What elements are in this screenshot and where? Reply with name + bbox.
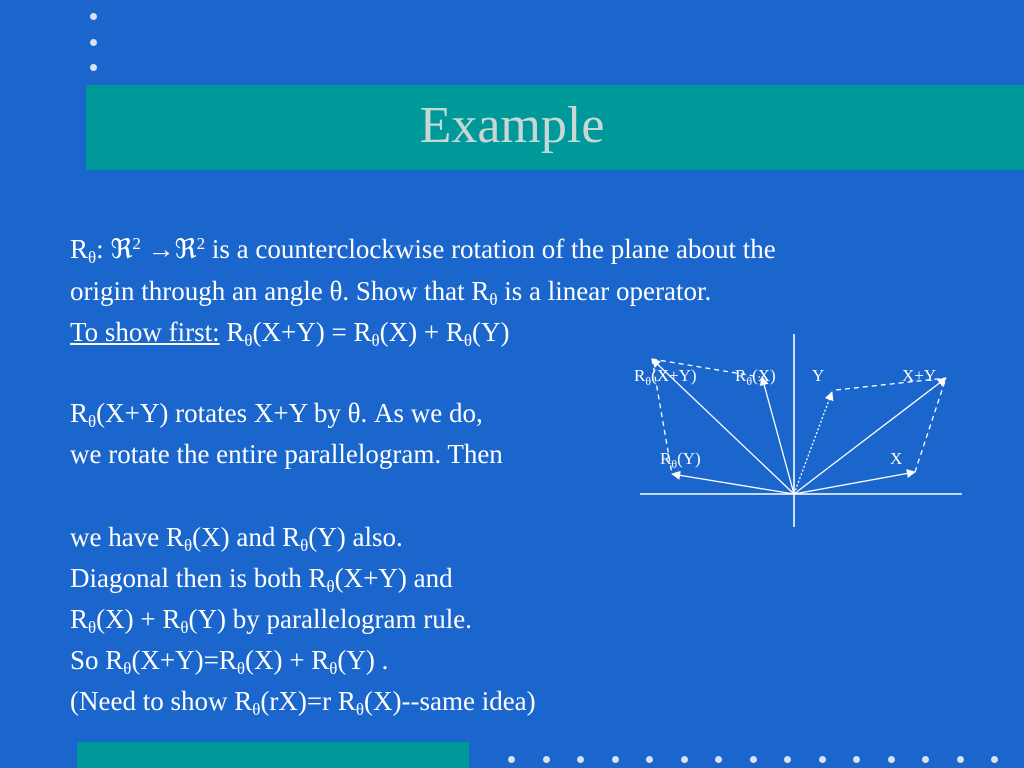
text-run: (Need to show R: [70, 686, 253, 716]
text-run: is a linear operator.: [497, 276, 712, 306]
text-run: we have R: [70, 522, 184, 552]
text-run: :: [96, 234, 111, 264]
subscript: θ: [88, 412, 97, 431]
text-run: R: [70, 604, 89, 634]
text-run: ℜ: [174, 234, 197, 264]
superscript: 2: [132, 234, 141, 253]
subscript: θ: [88, 248, 97, 267]
parallelogram-edge: [915, 378, 946, 472]
label-x: X: [890, 449, 903, 468]
text-run: (X): [752, 366, 776, 385]
text-run: (X)--same idea): [364, 686, 536, 716]
text-run: (X+Y): [651, 366, 697, 385]
vector-r-x: [762, 377, 794, 494]
text-run: R: [735, 366, 747, 385]
text-run: (X) and R: [192, 522, 301, 552]
text-run: R: [660, 449, 672, 468]
text-line-5: we rotate the entire parallelogram. Then: [70, 439, 503, 469]
subscript: θ: [244, 331, 253, 350]
text-run: (Y) also.: [308, 522, 403, 552]
subscript: θ: [183, 536, 193, 555]
subscript: θ: [329, 659, 338, 678]
subscript: θ: [671, 457, 678, 471]
subscript: θ: [88, 618, 97, 637]
vector-x-plus-y: [794, 378, 946, 494]
underlined-heading: To show first:: [70, 317, 220, 347]
subscript: θ: [236, 659, 246, 678]
slide-title: Example: [419, 97, 605, 154]
subscript: θ: [180, 618, 189, 637]
text-run: R: [70, 234, 89, 264]
text-run: (Y): [472, 317, 510, 347]
text-run: (Y): [677, 449, 701, 468]
text-run: (X+Y) = R: [252, 317, 372, 347]
text-run: Diagonal then is both R: [70, 563, 327, 593]
superscript: 2: [196, 234, 206, 253]
label-r-y: [660, 449, 701, 471]
text-run: is a counterclockwise rotation of the plane about the: [205, 234, 776, 264]
text-run: (Y) by parallelogram rule.: [188, 604, 472, 634]
text-run: R: [70, 398, 89, 428]
text-run: (X+Y) and: [334, 563, 453, 593]
text-run: (Y) .: [337, 645, 389, 675]
text-run: (X+Y) rotates X+Y by θ. As we do,: [96, 398, 483, 428]
vector-x: [794, 472, 915, 494]
subscript: θ: [489, 290, 498, 309]
text-run: (rX)=r R: [260, 686, 356, 716]
subscript: θ: [371, 331, 380, 350]
subscript: θ: [355, 700, 364, 719]
text-run: (X) + R: [379, 317, 464, 347]
subscript: θ: [300, 536, 309, 555]
text-run: →: [140, 234, 175, 264]
text-run: So R: [70, 645, 124, 675]
label-r-x-plus-y: [634, 366, 697, 388]
text-run: R: [219, 317, 245, 347]
text-run: origin through an angle θ. Show that R: [70, 276, 490, 306]
subscript: θ: [463, 331, 473, 350]
subscript: θ: [326, 577, 335, 596]
label-r-x: [735, 366, 776, 388]
label-x-plus-y: X+Y: [902, 366, 937, 385]
subscript: θ: [252, 700, 261, 719]
subscript: θ: [746, 374, 753, 388]
text-run: R: [634, 366, 646, 385]
text-run: (X) + R: [96, 604, 181, 634]
label-y: Y: [812, 366, 825, 385]
subscript: θ: [123, 659, 132, 678]
text-run: (X+Y)=R: [131, 645, 237, 675]
text-run: ℜ: [110, 234, 133, 264]
text-run: (X) + R: [245, 645, 330, 675]
subscript: θ: [645, 374, 652, 388]
